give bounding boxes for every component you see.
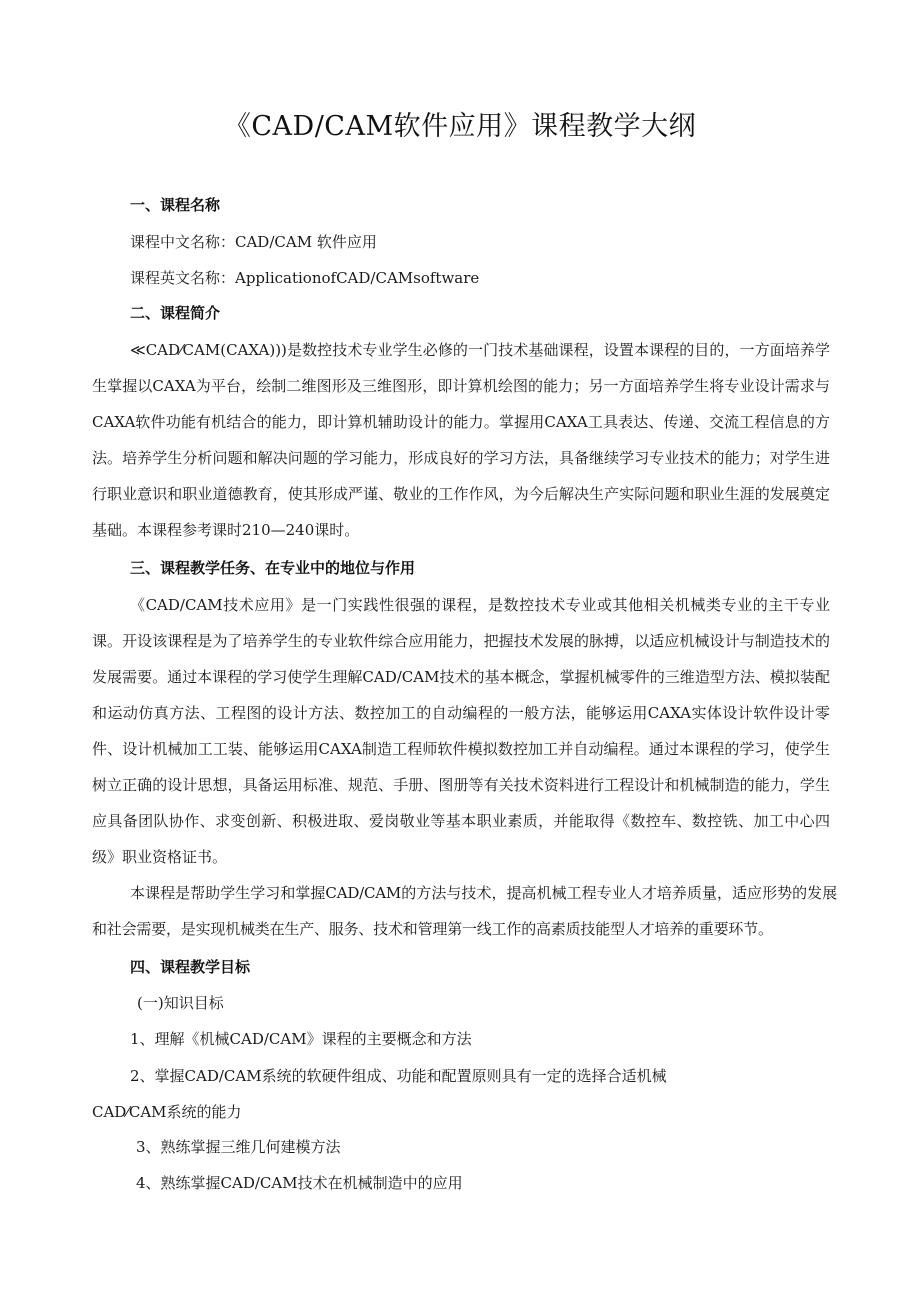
knowledge-objectives-subheading: (一)知识目标	[137, 994, 224, 1012]
section-heading-course-name: 一、课程名称	[130, 196, 221, 214]
objective-item-1: 1、理解《机械CAD/CAM》课程的主要概念和方法	[130, 1030, 472, 1048]
objective-item-3: 3、熟练掌握三维几何建模方法	[136, 1138, 341, 1156]
course-purpose-paragraph: 本课程是帮助学生学习和掌握CAD/CAM的方法与技术，提高机械工程专业人才培养质量，适应形势的发展和社会需要，是实现机械类在生产、服务、技术和管理第一线工作的高素质技能型人才培养的重要环节。	[92, 884, 837, 938]
objective-item-2: 2、掌握CAD/CAM系统的软硬件组成、功能和配置原则具有一定的选择合适机械	[130, 1067, 667, 1085]
course-chinese-name: 课程中文名称：CAD/CAM 软件应用	[130, 233, 377, 251]
course-english-name: 课程英文名称：ApplicationofCAD/CAMsoftware	[130, 269, 480, 287]
section-heading-course-intro: 二、课程简介	[130, 304, 221, 322]
document-title: 《CAD/CAM软件应用》课程教学大纲	[223, 111, 697, 142]
objective-item-4: 4、熟练掌握CAD/CAM技术在机械制造中的应用	[136, 1174, 463, 1192]
objective-item-2-continued: CAD⁄CAM系统的能力	[92, 1103, 242, 1121]
course-intro-paragraph: ≪CAD⁄CAM(CAXA)))是数控技术专业学生必修的一门技术基础课程，设置本课程的目的，一方面培养学生掌握以CAXA为平台，绘制二维图形及三维图形，即计算机绘图的能力；另一方面培养学生将专业设计需求与CAXA软件功能有机结合的能力，即计算机辅助设计的能力。掌握用CAXA工具表达、传递、交流工程信息的方法。培养学生分析问题和解决问题的学习能力，形成良好的学习方法，具备继续学习专业技术的能力；对学生进行职业意识和职业道德教育，使其形成严谨、敬业的工作作风，为今后解决生产实际问题和职业生涯的发展奠定基础。本课程参考课时210—240课时。	[92, 341, 830, 539]
course-role-paragraph: 《CAD/CAM技术应用》是一门实践性很强的课程，是数控技术专业或其他相关机械类专业的主干专业课。开设该课程是为了培养学生的专业软件综合应用能力，把握技术发展的脉搏，以适应机械设计与制造技术的发展需要。通过本课程的学习使学生理解CAD/CAM技术的基本概念，掌握机械零件的三维造型方法、模拟装配和运动仿真方法、工程图的设计方法、数控加工的自动编程的一般方法，能够运用CAXA实体设计软件设计零件、设计机械加工工装、能够运用CAXA制造工程师软件模拟数控加工并自动编程。通过本课程的学习，使学生树立正确的设计思想，具备运用标准、规范、手册、图册等有关技术资料进行工程设计和机械制造的能力，学生应具备团队协作、求变创新、积极进取、爱岗敬业等基本职业素质，并能取得《数控车、数控铣、加工中心四级》职业资格证书。	[92, 596, 830, 866]
section-heading-course-objectives: 四、课程教学目标	[130, 958, 251, 976]
section-heading-course-role: 三、课程教学任务、在专业中的地位与作用	[130, 559, 416, 577]
